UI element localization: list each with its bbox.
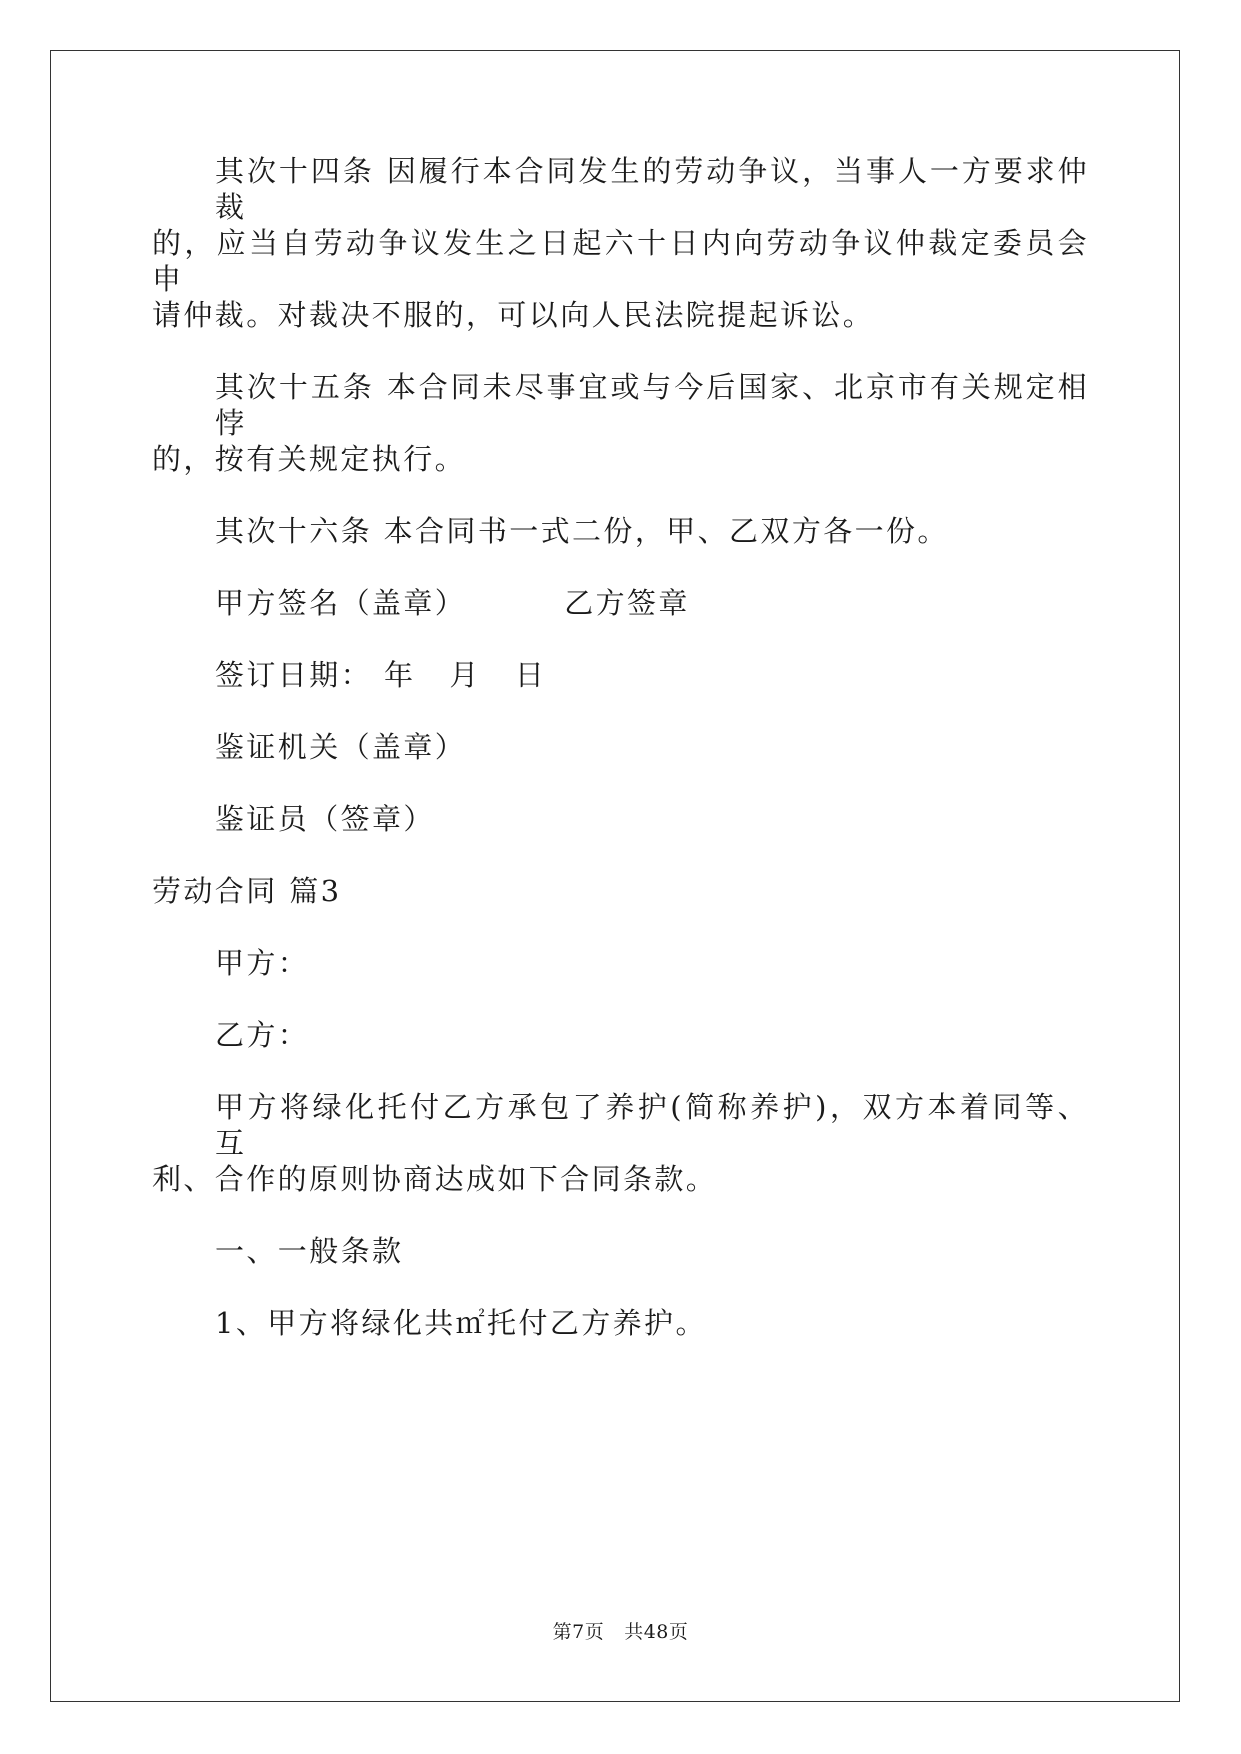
- signing-date-row: [215, 657, 546, 693]
- party-b-label: 乙方：: [215, 1018, 310, 1052]
- article-14-line-2: 的，应当自劳动争议发生之日起六十日内向劳动争议仲裁定委员会申: [152, 226, 1089, 296]
- date-month: 月: [449, 658, 481, 692]
- article-14-line-1: 其次十四条 因履行本合同发生的劳动争议，当事人一方要求仲裁: [215, 154, 1089, 224]
- signing-date-label: 签订日期：: [215, 658, 373, 692]
- general-terms-heading: 一、一般条款: [215, 1234, 404, 1268]
- party-a-signature-label: 甲方签名（盖章）: [215, 586, 467, 620]
- total-pages: 共48页: [624, 1621, 689, 1643]
- page-number: 第7页: [552, 1621, 605, 1643]
- article-14-line-3: 请仲裁。对裁决不服的，可以向人民法院提起诉讼。: [152, 298, 875, 332]
- intro-line-1: 甲方将绿化托付乙方承包了养护(简称养护)，双方本着同等、互: [215, 1090, 1089, 1160]
- officer-signature-label: 鉴证员（签章）: [215, 802, 435, 836]
- article-15-line-1: 其次十五条 本合同未尽事宜或与今后国家、北京市有关规定相悖: [215, 370, 1089, 440]
- intro-line-2: 利、合作的原则协商达成如下合同条款。: [152, 1162, 718, 1196]
- signature-row: [215, 585, 690, 621]
- authority-seal-label: 鉴证机关（盖章）: [215, 730, 467, 764]
- party-a-label: 甲方：: [215, 946, 310, 980]
- section-heading: 劳动合同 篇3: [152, 874, 342, 908]
- clause-1: 1、甲方将绿化共㎡托付乙方养护。: [215, 1306, 707, 1340]
- page-footer: [0, 1620, 1241, 1644]
- party-b-signature-label: 乙方签章: [564, 586, 690, 620]
- date-year: 年: [384, 658, 416, 692]
- article-16: 其次十六条 本合同书一式二份，甲、乙双方各一份。: [215, 514, 949, 548]
- article-15-line-2: 的，按有关规定执行。: [152, 442, 467, 476]
- date-day: 日: [514, 658, 547, 692]
